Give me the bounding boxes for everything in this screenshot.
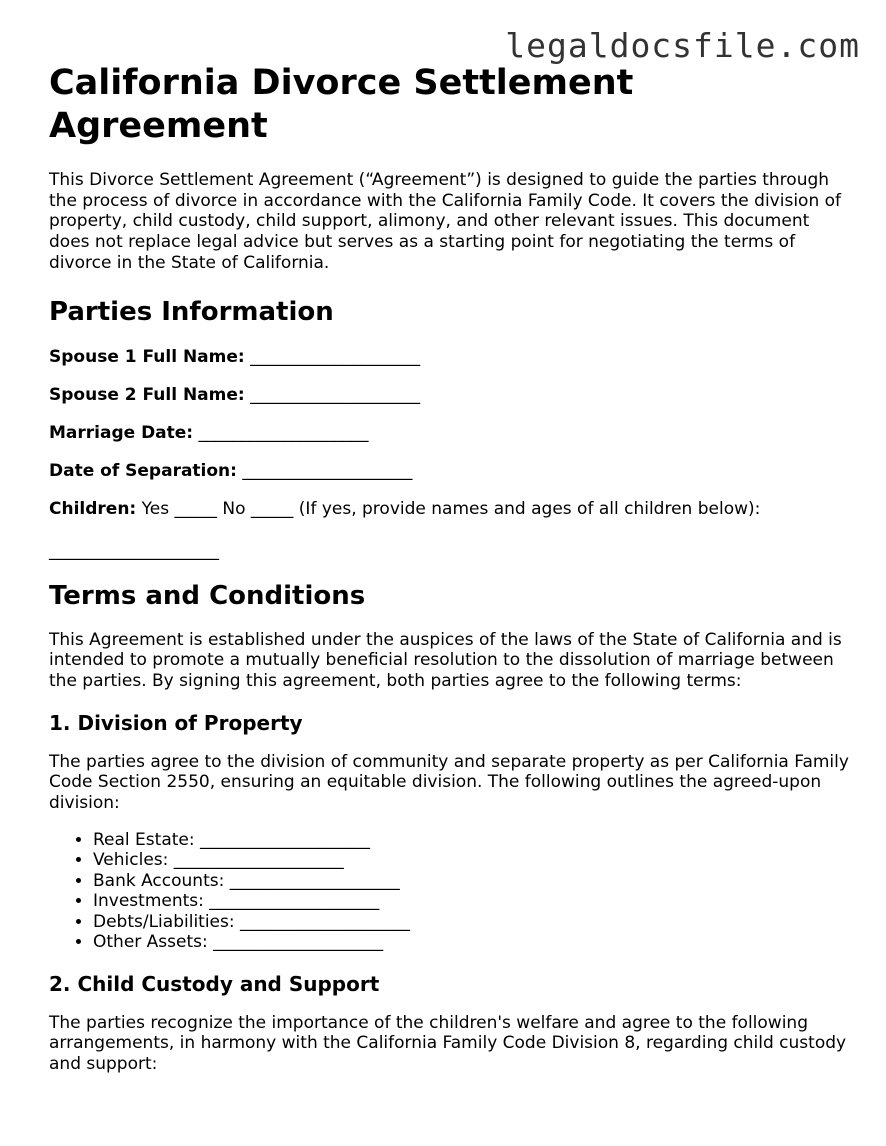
list-item[interactable]: • Bank Accounts: ____________________ (93, 871, 849, 892)
marriage-date-label: Marriage Date: (49, 422, 194, 443)
custody-paragraph: The parties recognize the importance of the children's welfare and agree to the following arrangements, in harmony with the California Family Code Division 8, regarding child custody and support: (49, 1012, 847, 1075)
marriage-date-blank[interactable]: ____________________ (198, 422, 369, 443)
children-field (49, 498, 849, 520)
children-text[interactable]: Yes _____ No _____ (If yes, provide names and ages of all children below): (141, 498, 761, 519)
list-item[interactable]: • Other Assets: ____________________ (93, 932, 849, 953)
terms-heading: Terms and Conditions (49, 580, 366, 611)
separation-date-label: Date of Separation: (49, 460, 237, 481)
separation-date-blank[interactable]: ____________________ (242, 460, 413, 481)
list-item[interactable]: • Vehicles: ____________________ (93, 850, 849, 871)
spouse2-field (49, 384, 849, 406)
list-item[interactable]: • Investments: ____________________ (93, 891, 849, 912)
document-title: California Divorce Settlement Agreement (49, 63, 634, 146)
separation-date-field (49, 460, 849, 482)
list-item[interactable]: • Real Estate: ____________________ (93, 830, 849, 851)
list-item[interactable]: • Debts/Liabilities: ____________________ (93, 912, 849, 933)
document-body (49, 62, 849, 1075)
children-label: Children: (49, 498, 137, 519)
custody-heading: 2. Child Custody and Support (49, 971, 380, 996)
property-list (49, 830, 849, 953)
marriage-date-field (49, 422, 849, 444)
spouse2-label: Spouse 2 Full Name: (49, 384, 245, 405)
terms-paragraph: This Agreement is established under the auspices of the laws of the State of California and is intended to promote a mutually beneficial resolution to the dissolution of marriage between the parties. By signing this agreement, both parties agree to the following terms: (49, 629, 842, 691)
spouse1-label: Spouse 1 Full Name: (49, 346, 245, 367)
property-heading: 1. Division of Property (49, 710, 303, 735)
property-paragraph: The parties agree to the division of community and separate property as per California Family Code Section 2550, ensuring an equitable division. The following outlines the agreed-upon division: (49, 751, 849, 814)
spouse1-field (49, 346, 849, 368)
parties-heading: Parties Information (49, 296, 334, 327)
spouse1-blank[interactable]: ____________________ (250, 346, 421, 367)
children-blank[interactable]: ____________________ (49, 540, 219, 561)
spouse2-blank[interactable]: ____________________ (250, 384, 421, 405)
watermark: legaldocsfile.com (505, 26, 860, 65)
intro-paragraph: This Divorce Settlement Agreement (“Agreement”) is designed to guide the parties through the process of divorce in accordance with the California Family Code. It covers the division of property, child custody, child support, alimony, and other relevant issues. This document does not replace legal advice but serves as a starting point for negotiating the terms of divorce in the State of California. (49, 170, 842, 273)
